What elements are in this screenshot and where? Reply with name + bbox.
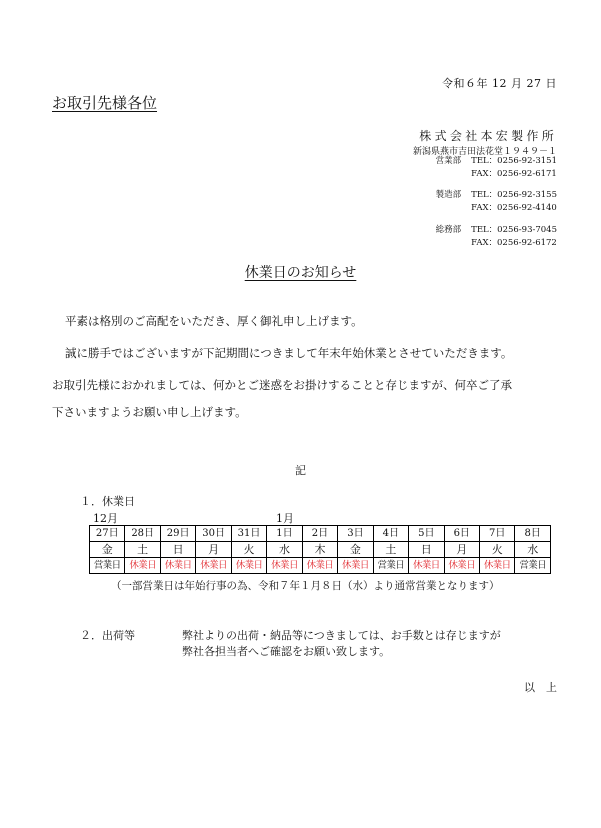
calendar-weekday-row bbox=[90, 542, 551, 558]
calendar-date-cell: 30日 bbox=[196, 526, 231, 542]
calendar-status-cell: 休業日 bbox=[196, 558, 231, 574]
calendar-weekday-cell: 土 bbox=[373, 542, 408, 558]
body-paragraph-1: 平素は格別のご高配をいただき、厚く御礼申し上げます。 bbox=[65, 314, 363, 328]
closing-mark: 以 上 bbox=[524, 681, 557, 694]
calendar-date-cell: 6日 bbox=[444, 526, 479, 542]
calendar-date-cell: 2日 bbox=[302, 526, 337, 542]
calendar-weekday-cell: 火 bbox=[231, 542, 266, 558]
contact-dept: 総務部 bbox=[435, 225, 462, 235]
calendar-status-cell: 休業日 bbox=[409, 558, 444, 574]
shipping-text-line-2: 弊社各担当者へご確認をお願い致します。 bbox=[182, 645, 391, 658]
calendar-date-cell: 29日 bbox=[160, 526, 195, 542]
calendar-date-row bbox=[90, 526, 551, 542]
issue-date: 令和６年 12 月 27 日 bbox=[442, 77, 557, 90]
body-paragraph-3b: 下さいますようお願い申し上げます。 bbox=[52, 405, 247, 419]
contact-fax: FAX：0256-92-4140 bbox=[471, 203, 557, 213]
calendar-status-cell: 休業日 bbox=[267, 558, 302, 574]
calendar-weekday-cell: 月 bbox=[196, 542, 231, 558]
holidays-label: １．休業日 bbox=[80, 495, 135, 508]
calendar-weekday-cell: 日 bbox=[160, 542, 195, 558]
calendar-status-cell: 休業日 bbox=[302, 558, 337, 574]
body-paragraph-2: 誠に勝手ではございますが下記期間につきまして年末年始休業とさせていただきます。 bbox=[65, 346, 513, 360]
contact-sales bbox=[436, 154, 557, 181]
calendar-status-cell: 営業日 bbox=[515, 558, 551, 574]
calendar-status-cell: 休業日 bbox=[160, 558, 195, 574]
document-title bbox=[0, 262, 601, 282]
calendar-status-cell: 休業日 bbox=[338, 558, 373, 574]
company-address: 新潟県燕市吉田法花堂１９４９－１ bbox=[412, 147, 557, 157]
company-name: 株式会社本宏製作所 bbox=[419, 129, 557, 143]
calendar-weekday-cell: 土 bbox=[125, 542, 160, 558]
calendar-weekday-cell: 日 bbox=[409, 542, 444, 558]
calendar-status-cell: 休業日 bbox=[479, 558, 514, 574]
calendar-weekday-cell: 火 bbox=[479, 542, 514, 558]
addressee: お取引先様各位 bbox=[52, 94, 158, 112]
calendar-status-cell: 休業日 bbox=[231, 558, 266, 574]
contact-tel: TEL：0256-93-7045 bbox=[471, 225, 557, 235]
shipping-text-line-1: 弊社よりの出荷・納品等につきましては、お手数とは存じますが bbox=[182, 629, 501, 642]
holiday-calendar-table bbox=[89, 525, 551, 574]
document-title-text: 休業日のお知らせ bbox=[244, 265, 357, 281]
contact-manufacturing bbox=[436, 188, 557, 215]
calendar-status-row bbox=[90, 558, 551, 574]
calendar-status-cell: 休業日 bbox=[444, 558, 479, 574]
contact-tel: TEL：0256-92-3155 bbox=[471, 190, 557, 200]
contact-general-affairs bbox=[436, 223, 557, 250]
calendar-weekday-cell: 月 bbox=[444, 542, 479, 558]
calendar-date-cell: 7日 bbox=[479, 526, 514, 542]
calendar-date-cell: 4日 bbox=[373, 526, 408, 542]
calendar-date-cell: 28日 bbox=[125, 526, 160, 542]
shipping-label: ２．出荷等 bbox=[80, 629, 135, 642]
contact-fax: FAX：0256-92-6171 bbox=[471, 169, 557, 179]
ki-heading: 記 bbox=[295, 464, 306, 477]
calendar-date-cell: 31日 bbox=[231, 526, 266, 542]
month-label-january: 1月 bbox=[276, 512, 294, 525]
calendar-status-cell: 休業日 bbox=[125, 558, 160, 574]
calendar-weekday-cell: 金 bbox=[338, 542, 373, 558]
calendar-weekday-cell: 水 bbox=[515, 542, 551, 558]
calendar-date-cell: 3日 bbox=[338, 526, 373, 542]
calendar-status-cell: 営業日 bbox=[90, 558, 125, 574]
calendar-date-cell: 5日 bbox=[409, 526, 444, 542]
calendar-weekday-cell: 金 bbox=[90, 542, 125, 558]
month-label-december: 12月 bbox=[93, 512, 118, 525]
calendar-status-cell: 営業日 bbox=[373, 558, 408, 574]
contact-dept: 営業部 bbox=[435, 156, 462, 166]
calendar-weekday-cell: 木 bbox=[302, 542, 337, 558]
calendar-date-cell: 1日 bbox=[267, 526, 302, 542]
calendar-weekday-cell: 水 bbox=[267, 542, 302, 558]
contact-tel: TEL：0256-92-3151 bbox=[471, 156, 557, 166]
contact-dept: 製造部 bbox=[435, 190, 462, 200]
calendar-date-cell: 27日 bbox=[90, 526, 125, 542]
calendar-date-cell: 8日 bbox=[515, 526, 551, 542]
contact-fax: FAX：0256-92-6172 bbox=[471, 238, 557, 248]
body-paragraph-3a: お取引先様におかれましては、何かとご迷惑をお掛けすることと存じますが、何卒ご了承 bbox=[52, 378, 512, 392]
business-day-note: （一部営業日は年始行事の為、令和７年１月８日（水）より通常営業となります） bbox=[111, 580, 500, 592]
